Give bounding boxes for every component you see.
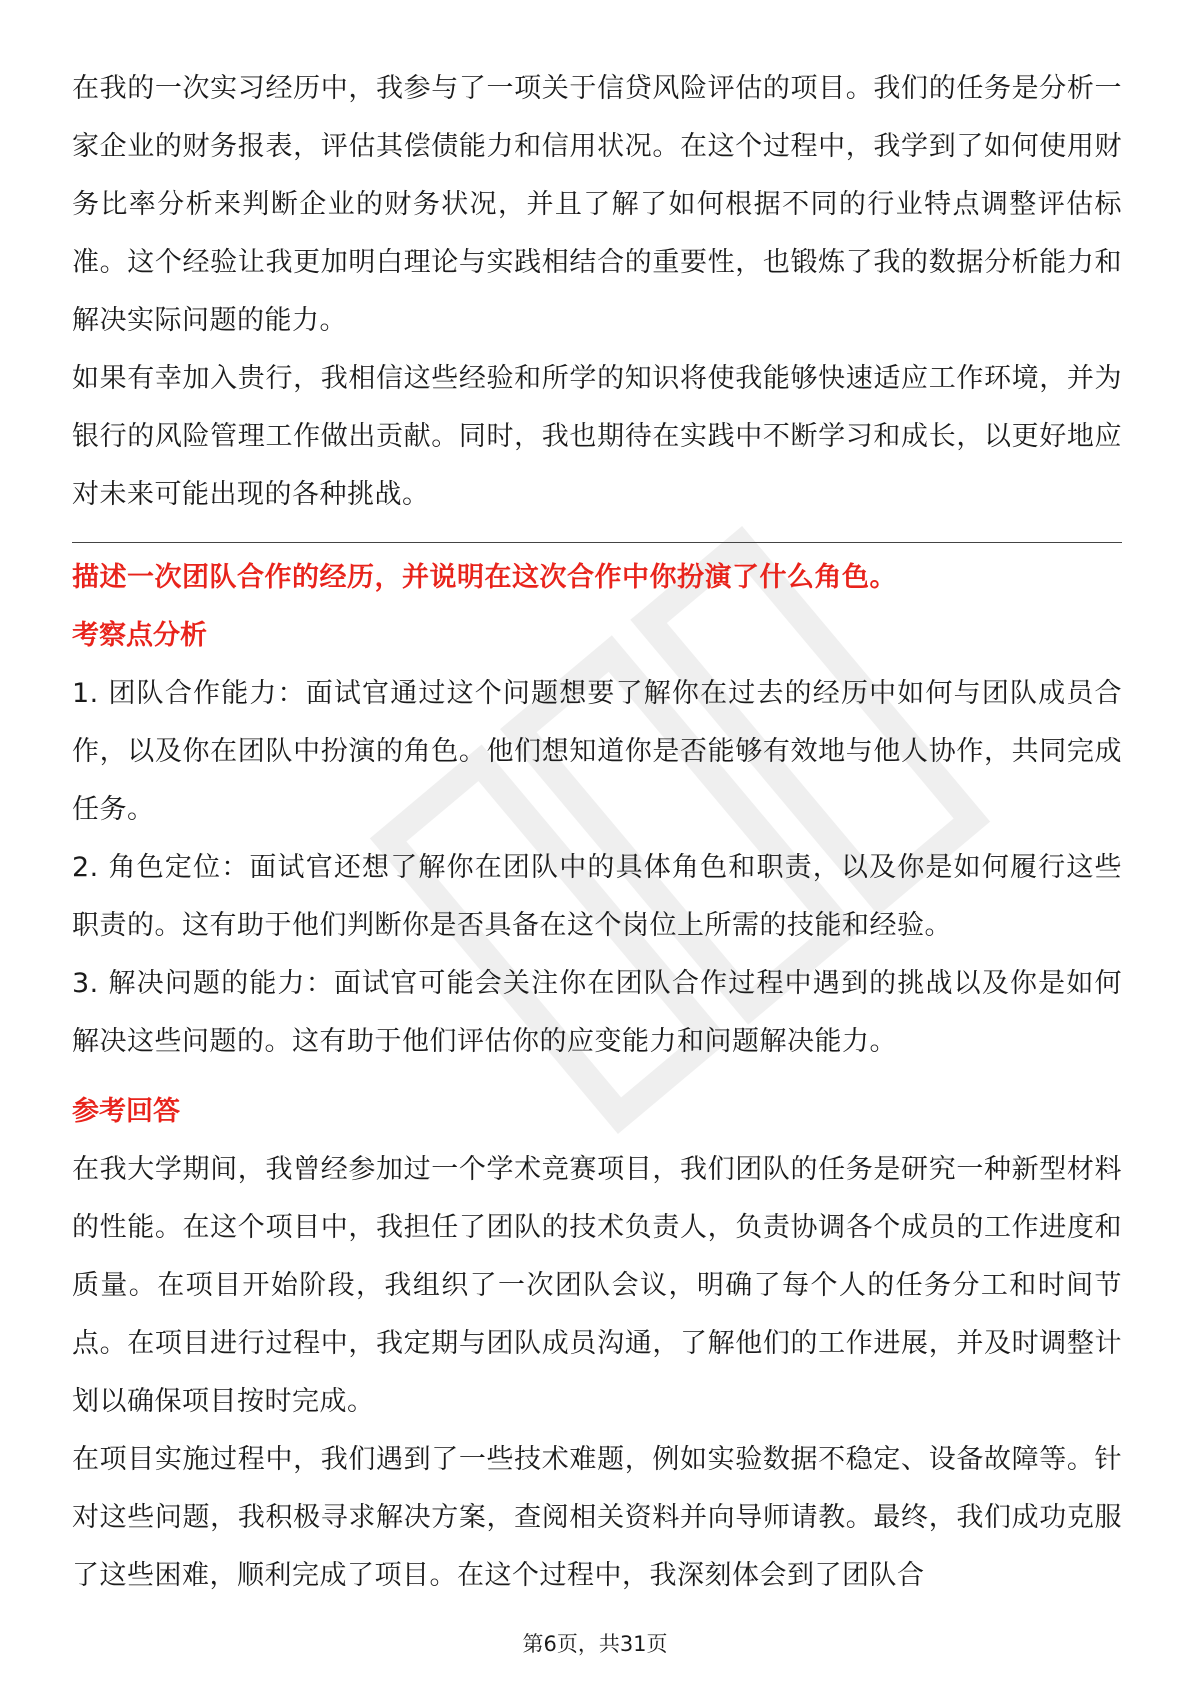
analysis-point-3: 3. 解决问题的能力：面试官可能会关注你在团队合作过程中遇到的挑战以及你是如何解决这些问题的。这有助于他们评估你的应变能力和问题解决能力。 bbox=[72, 968, 1122, 1057]
document-page bbox=[72, 60, 1122, 1605]
answer-paragraph-1: 在我大学期间，我曾经参加过一个学术竞赛项目，我们团队的任务是研究一种新型材料的性能。在这个项目中，我担任了团队的技术负责人，负责协调各个成员的工作进度和质量。在项目开始阶段，我组织了一次团队会议，明确了每个人的任务分工和时间节点。在项目进行过程中，我定期与团队成员沟通，了解他们的工作进展，并及时调整计划以确保项目按时完成。 bbox=[72, 1154, 1122, 1417]
answer-heading: 参考回答 bbox=[72, 1096, 180, 1127]
answer-paragraph-2: 在项目实施过程中，我们遇到了一些技术难题，例如实验数据不稳定、设备故障等。针对这些问题，我积极寻求解决方案，查阅相关资料并向导师请教。最终，我们成功克服了这些困难，顺利完成了项目。在这个过程中，我深刻体会到了团队合 bbox=[72, 1444, 1122, 1591]
analysis-point-1: 1. 团队合作能力：面试官通过这个问题想要了解你在过去的经历中如何与团队成员合作，以及你在团队中扮演的角色。他们想知道你是否能够有效地与他人协作，共同完成任务。 bbox=[72, 678, 1122, 825]
analysis-heading: 考察点分析 bbox=[72, 620, 207, 651]
page-number: 第6页，共31页 bbox=[522, 1632, 668, 1656]
intro-paragraph-1: 在我的一次实习经历中，我参与了一项关于信贷风险评估的项目。我们的任务是分析一家企业的财务报表，评估其偿债能力和信用状况。在这个过程中，我学到了如何使用财务比率分析来判断企业的财务状况，并且了解了如何根据不同的行业特点调整评估标准。这个经验让我更加明白理论与实践相结合的重要性，也锻炼了我的数据分析能力和解决实际问题的能力。 bbox=[72, 73, 1122, 336]
interview-question: 描述一次团队合作的经历，并说明在这次合作中你扮演了什么角色。 bbox=[72, 562, 897, 593]
analysis-point-2: 2. 角色定位：面试官还想了解你在团队中的具体角色和职责，以及你是如何履行这些职责的。这有助于他们判断你是否具备在这个岗位上所需的技能和经验。 bbox=[72, 852, 1122, 941]
intro-paragraph-2: 如果有幸加入贵行，我相信这些经验和所学的知识将使我能够快速适应工作环境，并为银行的风险管理工作做出贡献。同时，我也期待在实践中不断学习和成长，以更好地应对未来可能出现的各种挑战。 bbox=[72, 363, 1122, 510]
section-divider bbox=[72, 542, 1122, 543]
